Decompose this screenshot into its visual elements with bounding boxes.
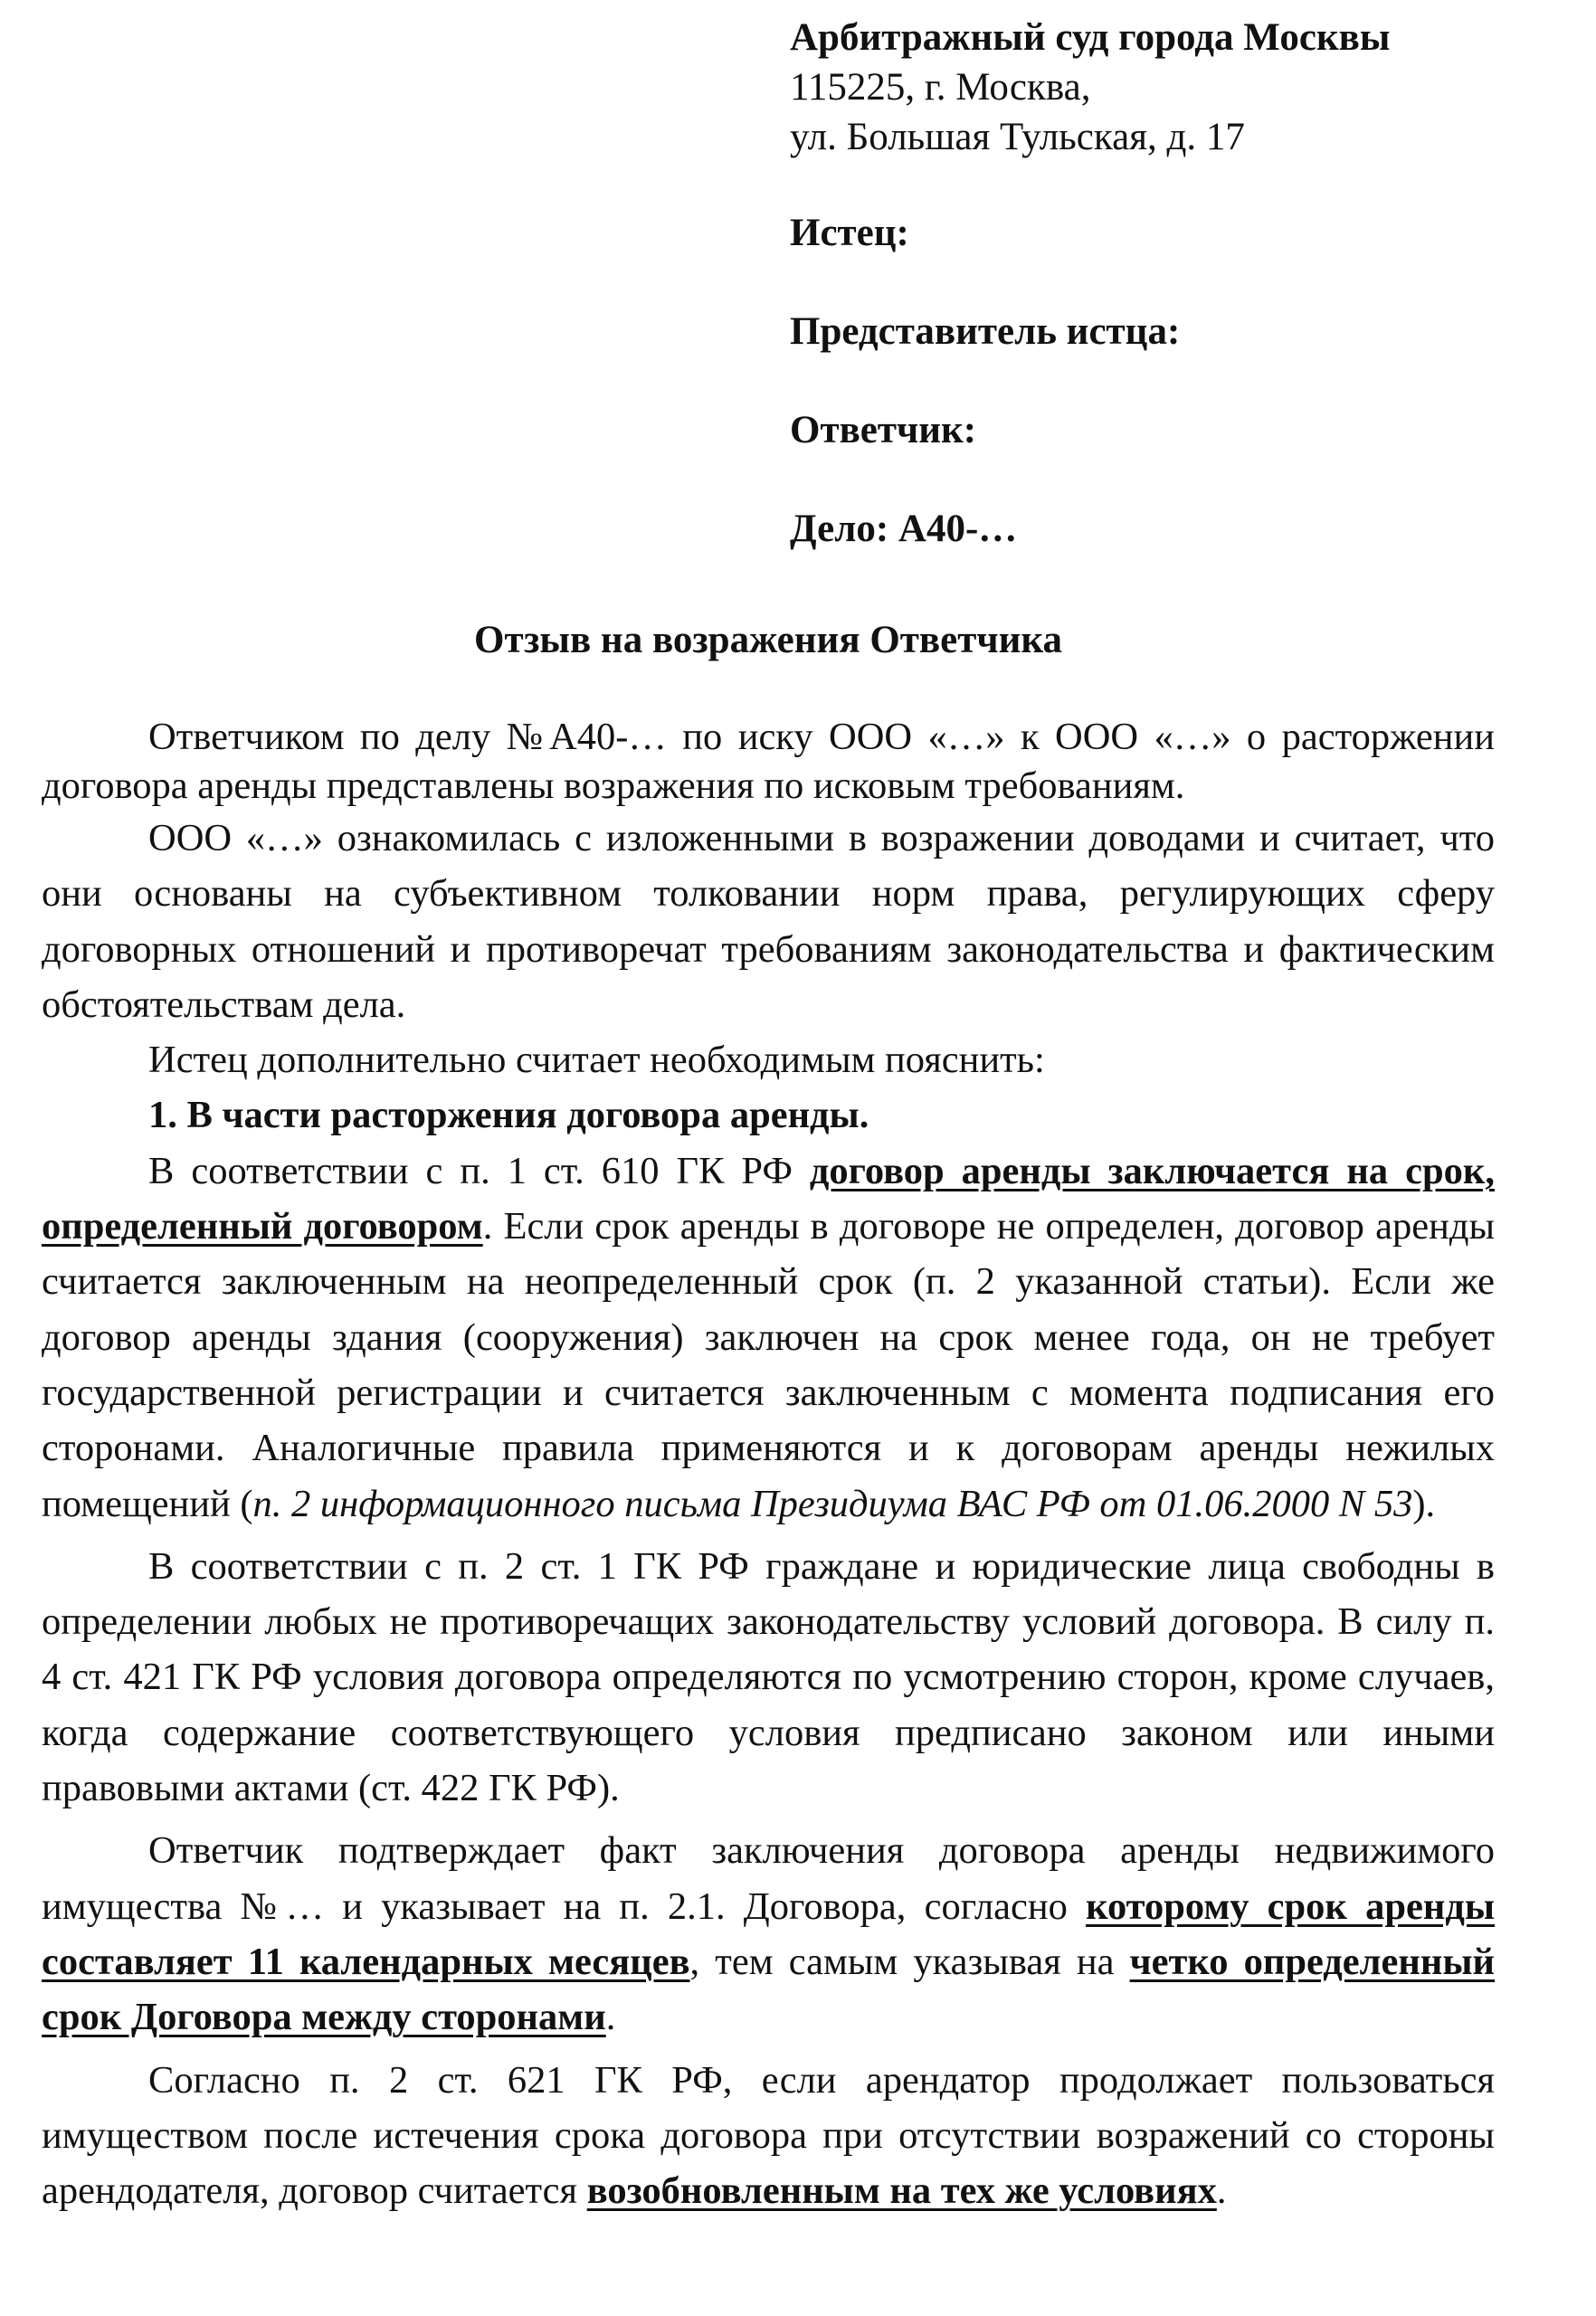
court-name: Арбитражный суд города Москвы (790, 16, 1391, 59)
text-run: , тем самым указывая на (689, 1940, 1130, 1983)
document-title: Отзыв на возражения Ответчика (474, 619, 1062, 661)
plaintiff-representative-label: Представитель истца: (790, 310, 1181, 353)
citation-italic: п. 2 информационного письма Президиума ВАС РФ от 01.06.2000 N 53 (252, 1482, 1413, 1525)
paragraph-position: ООО «…» ознакомилась с изложенными в возражении доводами и считает, что они основаны на субъективном толковании норм права, регулирующих сферу договорных отношений и противоречат требованиям законодательства и фактическим обстоятельствам дела. (42, 817, 1495, 1026)
case-number-label: Дело: А40-… (790, 508, 1018, 550)
paragraph-article-621 (42, 2053, 1495, 2219)
plaintiff-label: Истец: (790, 212, 909, 254)
text-run: . Если срок аренды в договоре не определен, договор аренды считается заключенным на неопределенный срок (п. 2 указанной статьи). Если же договор аренды здания (сооружения) заключен на срок менее года, он не требует государственной регистрации и считается заключенным с момента подписания его сторонами. Аналогичные правила применяются и к договорам аренды нежилых помещений ( (42, 1205, 1495, 1525)
paragraph-clarification: Истец дополнительно считает необходимым пояснить: (148, 1039, 1045, 1082)
text-run: . (605, 1996, 616, 2039)
emphasis-underlined: договор аренды заключается на срок, определенный договором (42, 1149, 1495, 1248)
emphasis-underlined: четко определенный срок Договора между сторонами (42, 1940, 1495, 2039)
paragraph-defendant-confirms (42, 1823, 1495, 2045)
defendant-label: Ответчик: (790, 409, 977, 451)
text-run: Ответчик подтверждает факт заключения договора аренды недвижимого имущества №… и указывает на п. 2.1. Договора, согласно (42, 1829, 1495, 1928)
text-run: ). (1412, 1482, 1436, 1525)
paragraph-article-610 (42, 1144, 1495, 1532)
emphasis-underlined: возобновленным на тех же условиях (586, 2169, 1217, 2213)
text-run: Согласно п. 2 ст. 621 ГК РФ, если арендатор продолжает пользоваться имуществом после истечения срока договора при отсутствии возражений со стороны арендодателя, договор считается (42, 2058, 1495, 2213)
document-body (42, 713, 1495, 2218)
court-address-line1: 115225, г. Москва, (790, 66, 1091, 109)
section-heading-termination: 1. В части расторжения договора аренды. (148, 1094, 869, 1137)
emphasis-underlined: которому срок аренды составляет 11 календарных месяцев (42, 1884, 1495, 1983)
paragraph-intro: Ответчиком по делу №А40-… по иску ООО «…» к ООО «…» о расторжении договора аренды представлены возражения по исковым требованиям. (42, 716, 1495, 807)
court-address-line2: ул. Большая Тульская, д. 17 (790, 116, 1245, 158)
document-page (42, 0, 1495, 2316)
addressee-block (790, 13, 1477, 554)
paragraph-article-1-421: В соответствии с п. 2 ст. 1 ГК РФ граждане и юридические лица свободны в определении любых не противоречащих законодательству условий договора. В силу п. 4 ст. 421 ГК РФ условия договора определяются по усмотрению сторон, кроме случаев, когда содержание соответствующего условия предписано законом или иными правовыми актами (ст. 422 ГК РФ). (42, 1544, 1495, 1810)
text-run: . (1216, 2169, 1227, 2213)
text-run: В соответствии с п. 1 ст. 610 ГК РФ (148, 1149, 810, 1192)
